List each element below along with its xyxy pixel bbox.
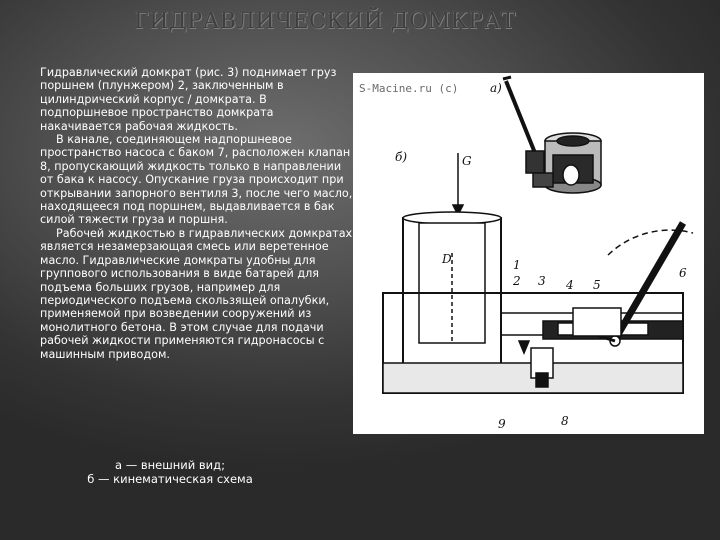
part-number-5: 5 xyxy=(593,278,601,292)
part-number-4: 4 xyxy=(566,278,574,292)
external-view-drawing xyxy=(503,77,601,193)
label-a: а) xyxy=(490,81,502,95)
label-load: G xyxy=(462,154,472,168)
paragraph-3: Рабочей жидкостью в гидравлических домкратах является незамерзающая смесь или веретенное масло. Гидравлические домкраты удобны для группового использования в виде батарей для подъема больших грузов, например для периодического подъема скользящей опалубки, применяемой при возведении сооружений из монолитного бетона. В этом случае для подачи рабочей жидкости применяются гидронасосы с машинным приводом. xyxy=(40,226,353,361)
page-title: ГИДРАВЛИЧЕСКИЙ ДОМКРАТ xyxy=(134,9,516,34)
caption-line-a: а — внешний вид; xyxy=(115,458,225,472)
caption-line-b: б — кинематическая схема xyxy=(87,472,253,486)
watermark: S-Macine.ru (c) xyxy=(359,82,459,95)
part-number-8: 8 xyxy=(561,414,569,428)
body-text xyxy=(40,66,355,361)
jack-figure xyxy=(353,73,704,434)
part-number-3: 3 xyxy=(538,274,546,288)
paragraph-2: В канале, соединяющем надпоршневое пространство насоса с баком 7, расположен клапан 8, пропускающий жидкость только в направлении от бака к насосу. Опускание груза происходит при открывании запорного вентиля 3, после чего масло, находящееся под поршнем, выдавливается в бак силой тяжести груза и поршня. xyxy=(40,133,353,227)
paragraph-1: Гидравлический домкрат (рис. 3) поднимает груз поршнем (плунжером) 2, заключенным в цилиндрический корпус / домкрата. В подпоршневое пространство домкрата накачивается рабочая жидкость. xyxy=(40,66,337,133)
label-b: б) xyxy=(395,150,408,164)
part-number-1: 1 xyxy=(513,258,521,272)
part-number-6: 6 xyxy=(679,266,687,280)
kinematic-scheme-drawing xyxy=(383,153,693,393)
part-number-9: 9 xyxy=(498,417,506,431)
jack-diagram xyxy=(353,73,704,434)
label-diameter: D xyxy=(442,252,452,266)
figure-caption xyxy=(60,458,280,486)
part-number-2: 2 xyxy=(513,274,521,288)
